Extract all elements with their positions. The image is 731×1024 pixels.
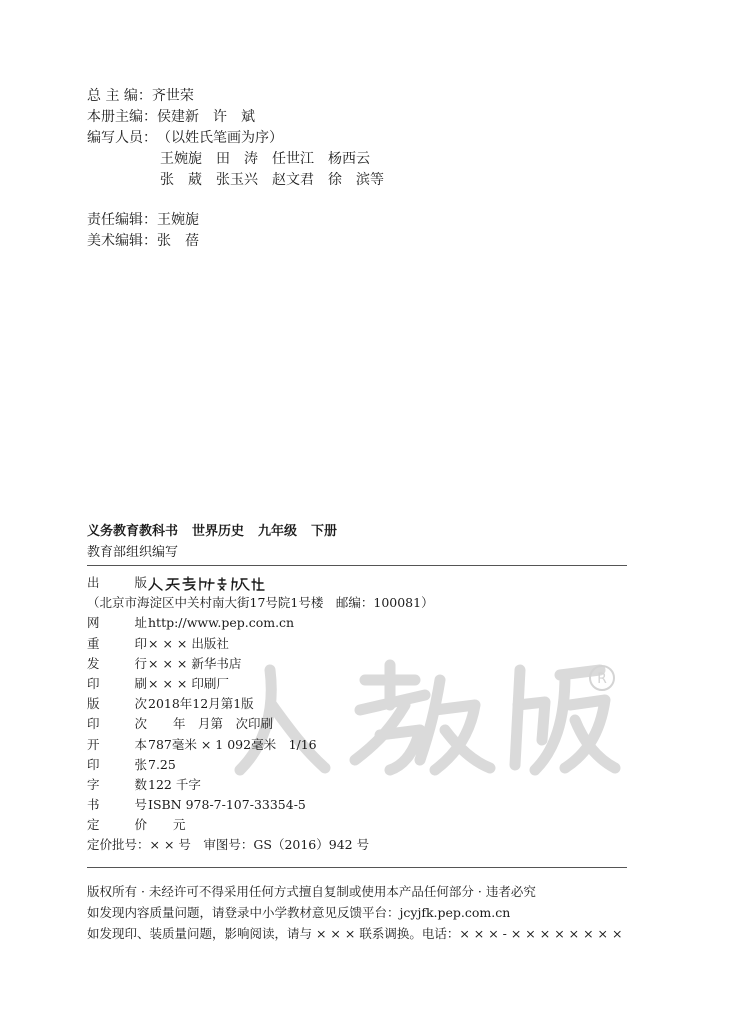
- info-label: 印 次: [87, 716, 147, 732]
- info-row: [87, 674, 434, 694]
- writer-names-line: [87, 149, 384, 170]
- credit-label: 总 主 编：: [87, 88, 152, 104]
- credit-art-editor: [87, 231, 384, 252]
- info-value: 122 千字: [148, 776, 201, 792]
- compiled-by: 教育部组织编写: [87, 545, 179, 560]
- credits-block: [87, 86, 384, 252]
- credit-value: （以姓氏笔画为序）: [157, 130, 283, 146]
- writer-names-line: [87, 170, 384, 191]
- info-label: 字 数: [87, 776, 147, 792]
- publisher-logo-icon: [148, 576, 266, 592]
- info-row-price-approval: [87, 835, 434, 855]
- info-value: 787毫米 × 1 092毫米 1/16: [148, 736, 317, 752]
- info-row-address: [87, 593, 434, 613]
- info-row: [87, 714, 434, 734]
- credit-label: 美术编辑：: [87, 233, 157, 249]
- info-value: 元: [148, 817, 186, 833]
- info-label: 印 张: [87, 756, 147, 772]
- print-issue-notice: 如发现印、装质量问题，影响阅读，请与 × × × 联系调换。电话：× × × - × × × × × × × ×: [87, 926, 623, 941]
- credit-value: 侯建新 许 斌: [157, 109, 255, 125]
- info-label: 开 本: [87, 736, 147, 752]
- info-value: ISBN 978-7-107-33354-5: [148, 797, 306, 813]
- credit-label: 本册主编：: [87, 109, 157, 125]
- info-value: 7.25: [148, 756, 176, 772]
- info-row: [87, 694, 434, 714]
- info-value: 年 月第 次印刷: [148, 716, 274, 732]
- credit-value: 王婉旎: [157, 212, 199, 228]
- info-label: 网 址: [87, 615, 147, 631]
- publication-info: [87, 573, 434, 856]
- book-series: 义务教育教科书: [87, 524, 179, 539]
- info-label: 书 号: [87, 797, 147, 813]
- publisher-logo: [147, 573, 266, 593]
- writer-names: 张 葳 张玉兴 赵文君 徐 滨等: [160, 172, 384, 188]
- info-value: 2018年12月第1版: [148, 696, 254, 712]
- divider: [87, 867, 627, 868]
- feedback-notice: 如发现内容质量问题，请登录中小学教材意见反馈平台：jcyjfk.pep.com.cn: [87, 905, 511, 920]
- book-grade: 九年级: [258, 524, 298, 539]
- price-approval: 定价批号：× × 号 审图号：GS（2016）942 号: [87, 837, 370, 853]
- info-row: [87, 735, 434, 755]
- svg-text:R: R: [597, 671, 607, 687]
- publisher-address: （北京市海淀区中关村南大街17号院1号楼 邮编：100081）: [87, 595, 434, 611]
- credit-volume-editors: [87, 107, 384, 128]
- info-row: [87, 654, 434, 674]
- info-row-publisher: [87, 573, 434, 593]
- info-label: 重 印: [87, 635, 147, 651]
- info-label: 版 次: [87, 696, 147, 712]
- info-row: [87, 634, 434, 654]
- info-row: [87, 755, 434, 775]
- info-row: [87, 613, 434, 633]
- website-link[interactable]: http://www.pep.com.cn: [148, 615, 295, 631]
- credit-value: 齐世荣: [151, 88, 194, 104]
- info-label: 发 行: [87, 655, 147, 671]
- credit-label: 责任编辑：: [87, 212, 157, 228]
- info-value: × × × 出版社: [148, 635, 229, 651]
- divider: [87, 565, 627, 566]
- book-volume: 下册: [311, 524, 338, 539]
- credit-value: 张 蓓: [157, 233, 199, 249]
- info-label: 定 价: [87, 817, 147, 833]
- info-value: × × × 印刷厂: [148, 675, 229, 691]
- footer-notices: [87, 881, 622, 944]
- writer-names: 王婉旎 田 涛 任世江 杨西云: [160, 151, 370, 167]
- credit-chief-editor: [87, 86, 384, 107]
- book-title: [87, 520, 351, 539]
- info-label: 印 刷: [87, 675, 147, 691]
- credit-writers: [87, 128, 384, 149]
- book-subject: 世界历史: [192, 524, 245, 539]
- info-row: [87, 815, 434, 835]
- info-row: [87, 775, 434, 795]
- info-label: 出 版: [87, 575, 147, 590]
- credit-label: 编写人员：: [87, 130, 157, 146]
- copyright-notice: 版权所有 · 未经许可不得采用任何方式擅自复制或使用本产品任何部分 · 违者必究: [87, 884, 536, 899]
- info-value: × × × 新华书店: [148, 655, 242, 671]
- info-row: [87, 795, 434, 815]
- credit-responsible-editor: [87, 210, 384, 231]
